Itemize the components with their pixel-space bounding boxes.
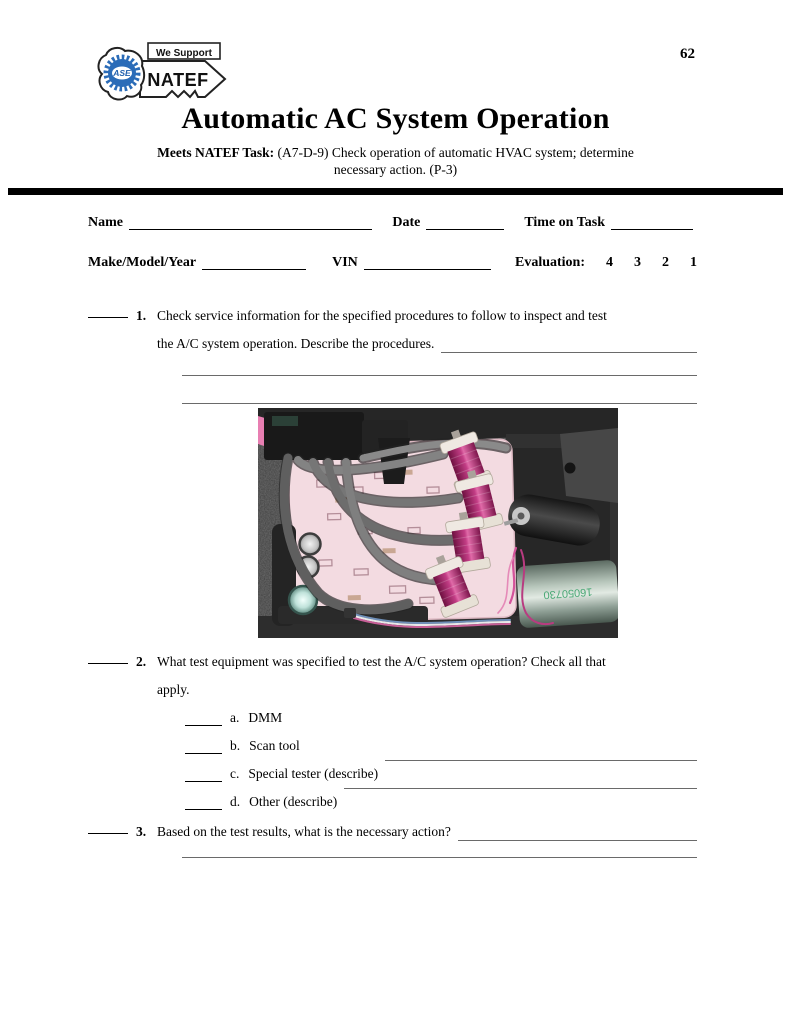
natef-logo (96, 42, 231, 107)
vehicle-info-row-2 (88, 255, 697, 271)
option-a-check-blank (185, 704, 222, 726)
question-3-text: Based on the test results, what is the necessary action? (157, 824, 451, 839)
hvac-module-photo (258, 408, 618, 638)
option-b-letter: b. (230, 738, 241, 753)
natef-task-text: (A7-D-9) Check operation of automatic HVAC system; determine (277, 145, 634, 160)
vin-label: VIN (332, 255, 358, 270)
natef-task-label: Meets NATEF Task: (157, 145, 275, 160)
name-field-line (129, 216, 372, 230)
question-3-grade-blank (88, 818, 128, 834)
evaluation-score-3: 3 (634, 255, 641, 270)
question-1-grade-blank (88, 302, 128, 318)
option-a-letter: a. (230, 710, 240, 725)
option-d-letter: d. (230, 794, 241, 809)
question-1-number: 1. (136, 308, 147, 323)
evaluation-score-1: 1 (690, 255, 697, 270)
natef-task-line2: necessary action. (P-3) (333, 162, 458, 177)
option-b-check-blank (185, 732, 222, 754)
question-2-text-line1: What test equipment was specified to test the A/C system operation? Check all that (157, 654, 606, 669)
page-number: 62 (680, 46, 695, 62)
question-1-text-line2: the A/C system operation. Describe the procedures. (157, 336, 435, 351)
question-1 (88, 302, 697, 358)
option-c-label: Special tester (describe) (248, 766, 379, 781)
logo-natef-text: NATEF (147, 70, 209, 90)
make-model-year-field-line (202, 256, 306, 270)
option-b-label: Scan tool (249, 738, 300, 753)
question-3-answer-line-2 (182, 857, 697, 858)
evaluation-score-2: 2 (662, 255, 669, 270)
question-2 (88, 648, 697, 816)
header-divider (8, 188, 783, 195)
evaluation-label: Evaluation: (514, 255, 585, 270)
option-d-row (157, 788, 697, 816)
option-c-row (157, 760, 697, 788)
make-model-year-label: Make/Model/Year (88, 255, 197, 270)
option-a-row (157, 704, 697, 732)
motor-part-number: 16050730 (543, 585, 593, 601)
time-on-task-field-line (611, 216, 693, 230)
question-2-text-line2: apply. (157, 682, 190, 697)
date-label: Date (392, 215, 421, 230)
ase-badge-text: ASE (113, 68, 131, 78)
question-3-answer-line-inline (458, 818, 697, 841)
vin-field-line (364, 256, 491, 270)
natef-key-icon (96, 42, 231, 102)
question-2-grade-blank (88, 648, 128, 664)
natef-task-line1 (0, 145, 791, 161)
question-1-answer-line-3 (182, 403, 697, 404)
logo-support-text: We Support (156, 48, 212, 59)
option-b-row (157, 732, 697, 760)
option-c-describe-line (385, 760, 697, 761)
time-on-task-label: Time on Task (524, 215, 605, 230)
question-3 (88, 818, 697, 846)
option-c-check-blank (185, 760, 222, 782)
evaluation-score-4: 4 (606, 255, 613, 270)
hvac-module-photo-image (258, 408, 618, 638)
option-d-check-blank (185, 788, 222, 810)
option-d-describe-line (344, 788, 697, 789)
option-d-label: Other (describe) (249, 794, 338, 809)
page-title: Automatic AC System Operation (181, 102, 610, 135)
question-2-number: 2. (136, 654, 147, 669)
question-3-number: 3. (136, 824, 147, 839)
question-1-answer-line-inline (441, 330, 697, 353)
name-label: Name (88, 215, 123, 230)
date-field-line (426, 216, 504, 230)
vehicle-info-row-1 (88, 215, 697, 231)
option-a-label: DMM (248, 710, 283, 725)
question-1-text-line1: Check service information for the specified procedures to follow to inspect and test (157, 308, 607, 323)
question-1-answer-line-2 (182, 375, 697, 376)
option-c-letter: c. (230, 766, 240, 781)
